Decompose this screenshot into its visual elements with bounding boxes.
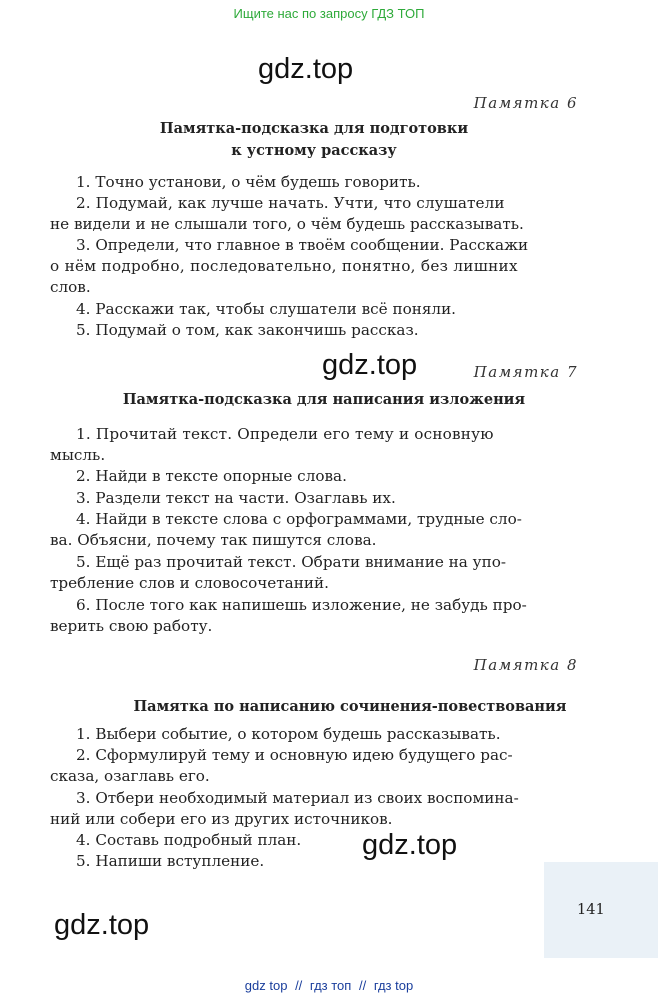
memo-6-title-line-1: Памятка-подсказка для подготовки <box>159 120 469 137</box>
memo-6-tag: Памятка 6 <box>473 94 578 112</box>
memo-7-line: ва. Объясни, почему так пишутся слова. <box>50 531 377 549</box>
watermark: gdz.top <box>362 829 458 861</box>
watermark: gdz.top <box>258 53 354 85</box>
bottom-link-3[interactable]: гдз top <box>373 978 414 993</box>
memo-7-line: 2. Найди в тексте опорные слова. <box>76 467 347 485</box>
memo-8-tag: Памятка 8 <box>473 656 578 674</box>
memo-6-line: 1. Точно установи, о чём будешь говорить. <box>76 173 421 191</box>
memo-8-line: сказа, озаглавь его. <box>50 767 210 785</box>
memo-8-line: 3. Отбери необходимый материал из своих воспомина- <box>76 789 519 807</box>
memo-7-line: требление слов и словосочетаний. <box>50 574 329 592</box>
bottom-link-separator: // <box>295 978 303 993</box>
memo-6-line: слов. <box>50 278 91 296</box>
page-number: 141 <box>577 902 605 918</box>
memo-7-line: 4. Найди в тексте слова с орфограммами, трудные сло- <box>76 510 522 528</box>
memo-7-line: 5. Ещё раз прочитай текст. Обрати внимание на упо- <box>76 553 507 571</box>
memo-7-tag: Памятка 7 <box>473 363 578 381</box>
watermark: gdz.top <box>322 349 418 381</box>
memo-7-line: 3. Раздели текст на части. Озаглавь их. <box>76 489 396 507</box>
memo-7-line: 1. Прочитай текст. Определи его тему и основную <box>76 425 494 443</box>
watermark: gdz.top <box>54 909 150 941</box>
memo-6-line: о нём подробно, последовательно, понятно, без лишних <box>50 257 518 275</box>
memo-7-line: мысль. <box>50 446 106 464</box>
memo-6-title-line-2: к устному рассказу <box>231 142 397 159</box>
memo-6-line: 4. Расскажи так, чтобы слушатели всё поняли. <box>76 300 457 318</box>
memo-6-line: 3. Определи, что главное в твоём сообщении. Расскажи <box>76 236 529 254</box>
memo-8-title: Памятка по написанию сочинения-повествования <box>133 698 567 715</box>
memo-8-line: 1. Выбери событие, о котором будешь рассказывать. <box>76 725 501 743</box>
memo-8-line: 4. Составь подробный план. <box>76 831 302 849</box>
bottom-links <box>0 978 658 993</box>
bottom-link-2[interactable]: гдз топ <box>309 978 352 993</box>
memo-6-line: не видели и не слышали того, о чём будешь рассказывать. <box>50 215 524 233</box>
memo-7-line: 6. После того как напишешь изложение, не забудь про- <box>76 596 527 614</box>
memo-6-line: 5. Подумай о том, как закончишь рассказ. <box>76 321 419 339</box>
memo-8-line: ний или собери его из других источников. <box>50 810 393 828</box>
top-banner-link[interactable]: Ищите нас по запросу ГДЗ ТОП <box>233 6 425 21</box>
memo-8-line: 2. Сформулируй тему и основную идею будущего рас- <box>76 746 513 764</box>
memo-8-line: 5. Напиши вступление. <box>76 852 265 870</box>
memo-7-line: верить свою работу. <box>50 617 213 635</box>
memo-6-line: 2. Подумай, как лучше начать. Учти, что слушатели <box>76 194 505 212</box>
bottom-link-separator: // <box>358 978 367 993</box>
memo-7-title: Памятка-подсказка для написания изложения <box>122 391 526 408</box>
bottom-link-1[interactable]: gdz top <box>244 978 288 993</box>
